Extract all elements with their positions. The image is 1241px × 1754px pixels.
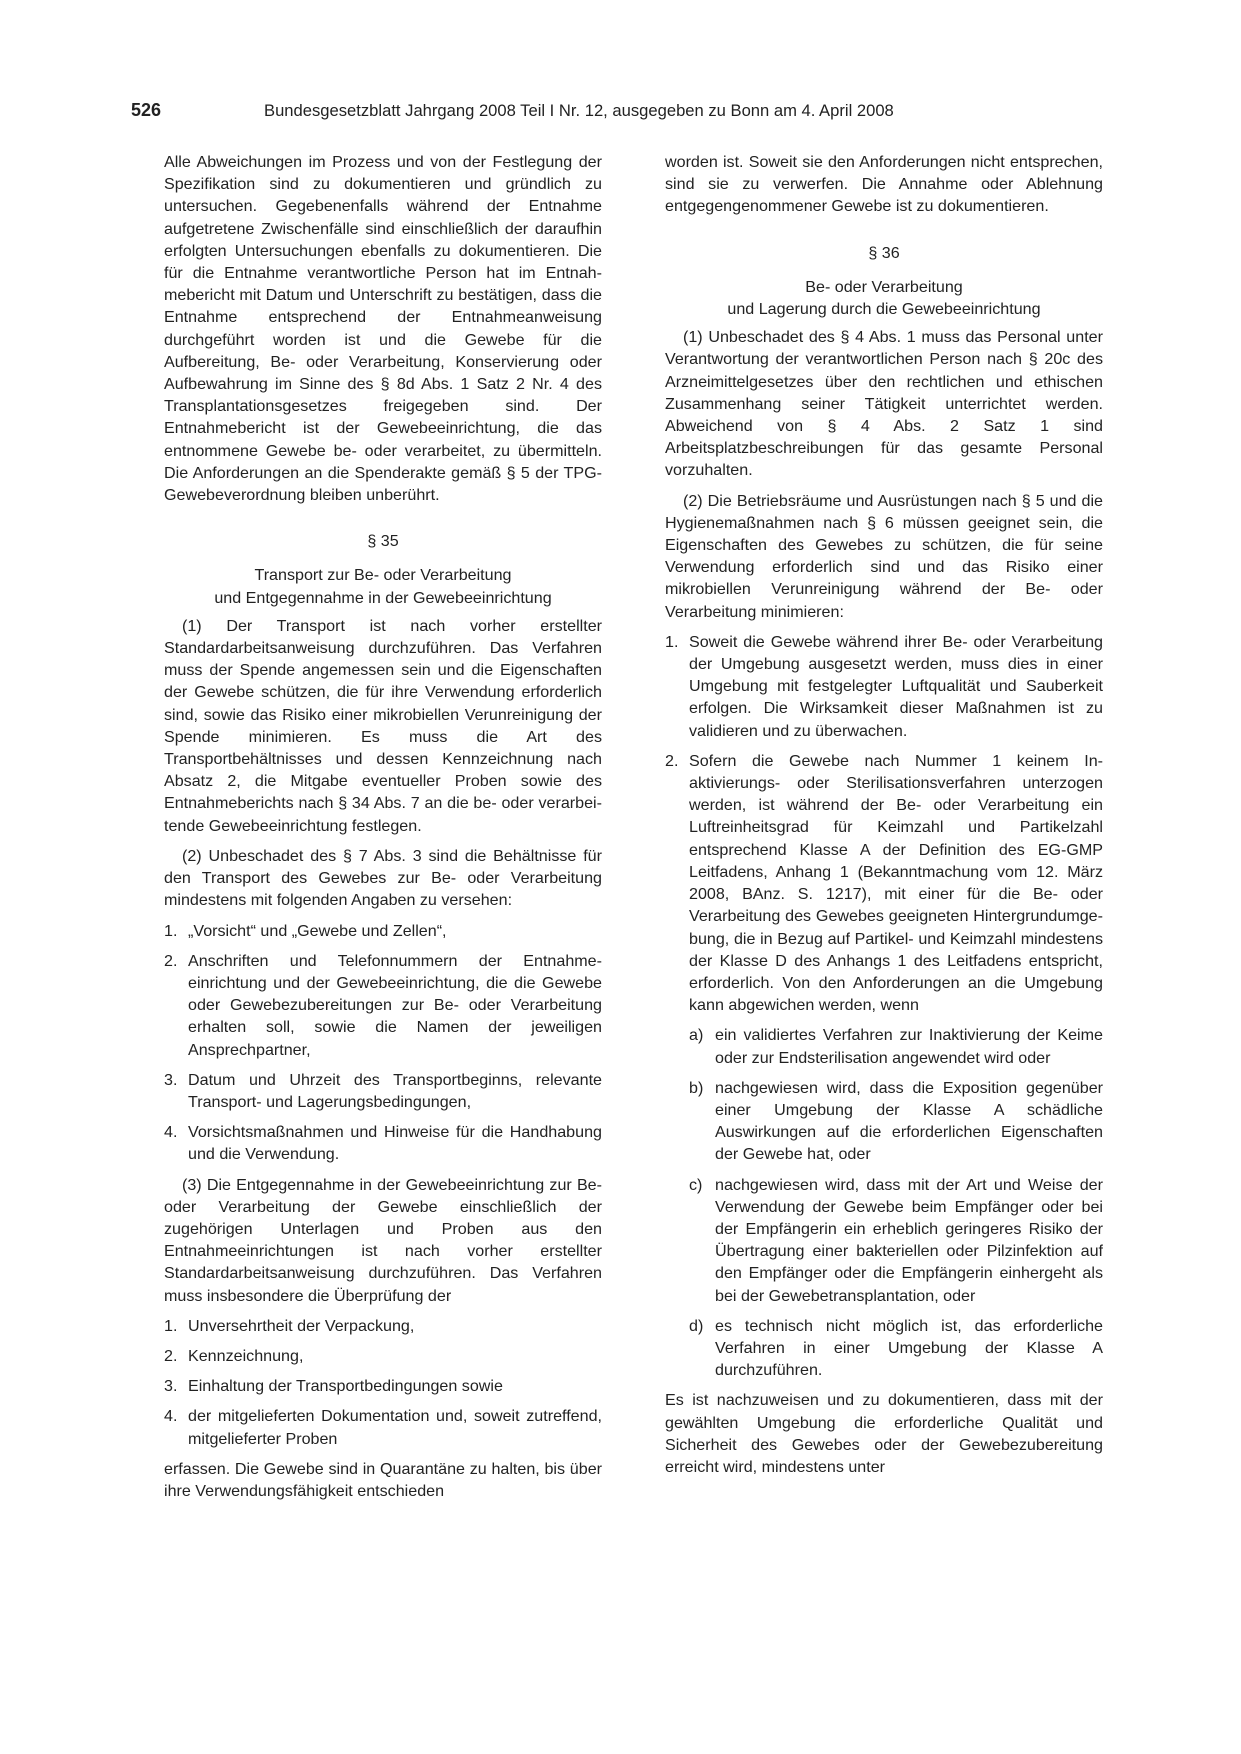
list-text: Datum und Uhrzeit des Transportbeginns, relevante Transport- und Lagerungsbedingungen, [188,1070,602,1111]
list-text: Unversehrtheit der Verpackung, [188,1316,415,1335]
list-text: Kennzeichnung, [188,1346,304,1365]
section-35-paragraph-1: (1) Der Transport ist nach vorher erstellter Standardarbeitsanweisung durchzuführen. Das Verfahren muss der Spende angemessen sein und die Eigenschaften der Gewebe schützen, die für ihre Verwendung erforderlich sind, sowie das Risiko einer mikrobiellen Verunreinigung der Spende minimieren. Es muss die Art des Transportbehältnisses und dessen Kennzeichnung nach Absatz 2, die Mitgabe eventueller Proben sowie des Entnahmeberichts nach § 34 Abs. 7 an die be- oder verarbeitende Gewebeeinrichtung festlegen. [164,616,602,835]
section-35-title [164,564,602,608]
sub-list-letter: b) [689,1078,704,1097]
list-number: 4. [164,1407,178,1426]
section-36-title-line-2: und Lagerung durch die Gewebeeinrichtung [727,300,1041,319]
section-36-title [665,276,1103,320]
section-36-paragraph-1: (1) Unbeschadet des § 4 Abs. 1 muss das Personal unter Verantwortung der verantwortlichen Person nach § 20c des Arzneimittelgesetzes über den rechtlichen und ethischen Zusammenhang seiner Tätigkeit unterrichtet werden. Abweichend von § 4 Abs. 2 Satz 1 sind Arbeitsplatzbeschreibungen für das gesamte Personal vorzuhalten. [665,328,1103,480]
list-number: 1. [164,921,178,940]
list-number: 1. [665,632,679,651]
list-item [164,1345,602,1367]
sub-list-letter: c) [689,1175,703,1194]
section-35-paragraph-3: (3) Die Entgegennahme in der Gewebeeinrichtung zur Be- oder Verarbeitung der Gewebe einschließlich der zugehörigen Unterlagen und Proben aus den Entnahmeeinrichtungen ist nach vorher erstellter Standardarbeitsanweisung durchzuführen. Das Verfahren muss insbesondere die Überprüfung der [164,1175,602,1305]
list-number: 4. [164,1123,178,1142]
list-item [164,1315,602,1337]
list-number: 3. [164,1377,178,1396]
list-item [164,1375,602,1397]
intro-paragraph: Alle Abweichungen im Prozess und von der Festlegung der Spezifikation sind zu dokumentieren und gründlich zu untersuchen. Gegebenenfalls während der Entnahme aufgetretene Zwischenfälle sind einschließlich der daraufhin erfolgten Untersuchungen ebenfalls zu dokumentieren. Die für die Entnahme verantwortliche Person hat im Entnahmebericht mit Datum und Unterschrift zu bestätigen, dass die Entnahme entsprechend der Entnahmeanweisung durchgeführt worden ist und die Gewebe für die Aufbereitung, Be- oder Verarbeitung, Konservierung oder Aufbewahrung im Sinne des § 8d Abs. 1 Satz 2 Nr. 4 des Transplantationsgesetzes freigegeben sind. Der Entnahmebericht ist der Gewebeeinrichtung, die das entnommene Gewebe be- oder verarbeitet, zu übermitteln. Die Anforderungen an die Spenderakte gemäß § 5 der TPG-Gewebeverordnung bleiben unberührt. [164,153,602,505]
list-number: 1. [164,1316,178,1335]
list-item [164,950,602,1061]
list-number: 3. [164,1070,178,1089]
right-closing-paragraph: Es ist nachzuweisen und zu dokumentieren, dass mit der gewählten Umgebung die erforderliche Qualität und Sicherheit des Gewebes oder der Gewebezubereitung erreicht wird, mindestens unter [665,1391,1103,1476]
list-text: Anschriften und Telefonnummern der Entnahmeeinrichtung und der Gewebeeinrichtung, die die Gewebe oder Gewebezubereitungen zur Be- oder Verarbeitung erhalten soll, sowie die Namen der jeweiligen Ansprechpartner, [188,951,602,1059]
section-35-title-line-1: Transport zur Be- oder Verarbeitung [254,566,512,585]
list-number: 2. [164,951,178,970]
sub-list-text: es technisch nicht möglich ist, das erforderliche Verfahren in einer Umgebung der Klasse A durchzuführen. [715,1316,1103,1380]
left-column [164,151,602,1508]
sub-list-item [665,1024,1103,1068]
list-text: Sofern die Gewebe nach Nummer 1 keinem Inaktivierungs- oder Sterilisationsverfahren unterzogen werden, ist während der Be- oder Verarbeitung ein Luftreinheitsgrad für Keimzahl und Partikelzahl entsprechend Klasse A der Definition des EG-GMP Leitfadens, Anhang 1 (Bekanntmachung vom 12. März 2008, BAnz. S. 1217), mit einer für die Be- oder Verarbeitung des Gewebes geeigneten Hintergrundumgebung, die in Bezug auf Partikel- und Keimzahl mindestens der Klasse D des Anhangs 1 des Leitfadens entspricht, erforderlich. Von den Anforderungen an die Umgebung kann abgewichen werden, wenn [689,751,1103,1015]
section-36-title-line-1: Be- oder Verarbeitung [805,277,963,296]
list-text: Soweit die Gewebe während ihrer Be- oder Verarbeitung der Umgebung ausgesetzt werden, muss dies in einer Umgebung mit festgelegter Luftqualität und Sauberkeit erfolgen. Die Wirksamkeit dieser Maßnahmen ist zu validieren und zu überwachen. [689,632,1103,740]
list-item [164,1069,602,1113]
list-item [665,750,1103,1016]
list-text: der mitgelieferten Dokumentation und, soweit zutreffend, mitgelieferter Proben [188,1407,602,1448]
section-35-paragraph-2: (2) Unbeschadet des § 7 Abs. 3 sind die Behältnisse für den Transport des Gewebes zur Be- oder Verarbeitung mindestens mit folgenden Angaben zu versehen: [164,846,602,910]
list-text: Einhaltung der Transportbedingungen sowie [188,1377,503,1396]
running-head: Bundesgesetzblatt Jahrgang 2008 Teil I Nr. 12, ausgegeben zu Bonn am 4. April 2008 [264,101,894,120]
page-header [131,100,1101,126]
left-closing-paragraph: erfassen. Die Gewebe sind in Quarantäne zu halten, bis über ihre Verwendungsfähigkeit entschieden [164,1459,602,1500]
section-35-title-line-2: und Entgegennahme in der Gewebeeinrichtung [214,588,552,607]
sub-list-item [665,1315,1103,1382]
section-36-number: § 36 [868,243,900,262]
list-text: Vorsichtsmaßnahmen und Hinweise für die Handhabung und die Verwendung. [188,1123,602,1164]
page-number: 526 [131,100,162,120]
sub-list-item [665,1174,1103,1307]
list-number: 2. [164,1346,178,1365]
list-item [164,1405,602,1449]
sub-list-letter: d) [689,1316,704,1335]
list-text: „Vorsicht“ und „Gewebe und Zellen“, [188,921,447,940]
list-item [164,920,602,942]
list-item [164,1121,602,1165]
sub-list-text: nachgewiesen wird, dass die Exposition gegenüber einer Umgebung der Klasse A schädliche Auswirkungen auf die erforderlichen Eigenschaften der Gewebe hat, oder [715,1078,1103,1164]
sub-list-text: nachgewiesen wird, dass mit der Art und Weise der Verwendung der Gewebe beim Empfänger oder bei der Empfängerin ein erheblich geringeres Risiko der Übertragung einer bakteriellen oder Pilzinfektion auf den Empfänger oder die Empfängerin einhergeht als bei der Gewebetransplantation, oder [715,1175,1103,1305]
list-number: 2. [665,751,679,770]
continuation-paragraph: worden ist. Soweit sie den Anforderungen nicht entsprechen, sind sie zu verwerfen. Die Annahme oder Ablehnung entgegengenommener Gewebe ist zu dokumentieren. [665,153,1103,216]
section-35-number: § 35 [367,532,399,551]
sub-list-letter: a) [689,1026,704,1045]
right-column [665,151,1103,1484]
list-item [665,631,1103,742]
sub-list-item [665,1077,1103,1166]
sub-list-text: ein validiertes Verfahren zur Inaktivierung der Keime oder zur Endsterilisation angewendet wird oder [715,1026,1103,1067]
section-36-paragraph-2: (2) Die Betriebsräume und Ausrüstungen nach § 5 und die Hygienemaßnahmen nach § 6 müssen geeignet sein, die Eigenschaften des Gewebes zu schützen, die für seine Verwendung erforderlich sind und das Risiko einer mikrobiellen Verunreinigung während der Be- oder Verarbeitung minimieren: [665,491,1103,621]
